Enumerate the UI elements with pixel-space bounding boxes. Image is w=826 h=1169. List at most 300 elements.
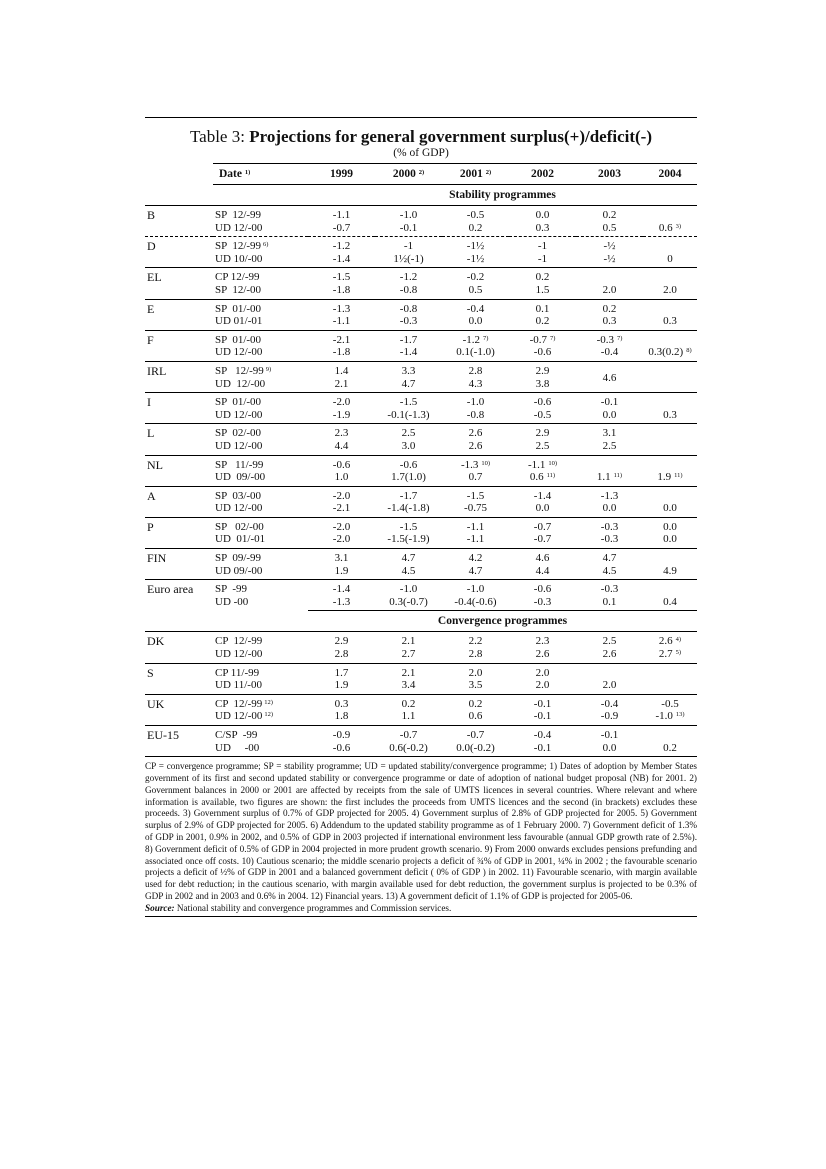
country-cell: D xyxy=(145,237,213,268)
value-cell: -2.0 xyxy=(308,517,375,533)
value-cell: -0.6 xyxy=(332,741,351,754)
value-cell: -1.2 xyxy=(375,268,442,284)
table-row xyxy=(145,471,697,486)
value-cell: -1.5 xyxy=(308,268,375,284)
table-row xyxy=(145,440,697,455)
table-container xyxy=(145,117,697,917)
value-cell xyxy=(643,424,697,440)
footnote-ref: 3) xyxy=(675,222,682,230)
projections-table xyxy=(145,163,697,756)
value-cell xyxy=(643,206,697,222)
country-cell: L xyxy=(145,424,213,455)
value-cell: 2.0 xyxy=(535,679,550,692)
value-cell: -0.4 xyxy=(576,694,643,710)
footnote-ref: 7) xyxy=(483,334,489,342)
value-cell: 0.0 xyxy=(509,206,576,222)
value-cell: -0.9 xyxy=(308,726,375,742)
value-cell: -1.1 xyxy=(442,517,509,533)
date-header: Date $^{1)}$ xyxy=(213,164,308,185)
programme-date-cell: UD 09/-00 xyxy=(215,564,263,577)
value-cell: 0.0 xyxy=(643,517,697,533)
table-row xyxy=(145,596,697,611)
value-cell: 4.3 xyxy=(468,377,483,390)
footnote-ref: 7) xyxy=(617,334,623,342)
country-cell: DK xyxy=(145,632,213,663)
source-label: Source: xyxy=(145,902,175,913)
value-cell: 2.6 xyxy=(442,424,509,440)
value-cell: -2.1 xyxy=(332,502,351,515)
value-cell: -0.1(-1.3) xyxy=(387,408,430,421)
year-header: 2003 xyxy=(576,164,643,185)
section-header-row xyxy=(145,611,697,632)
value-cell: -0.7 xyxy=(533,533,552,546)
footnote-ref: 10) xyxy=(481,459,491,467)
value-cell: -0.6 xyxy=(375,455,442,471)
country-cell: NL xyxy=(145,455,213,486)
value-cell: 0.0(-0.2) xyxy=(456,741,495,754)
value-cell: -0.7 xyxy=(375,726,442,742)
country-cell: EU-15 xyxy=(145,726,213,757)
table-row xyxy=(145,517,697,533)
value-cell: -0.7 $^{7)}$ xyxy=(509,330,576,346)
value-cell: -0.4 xyxy=(600,346,619,359)
country-cell: IRL xyxy=(145,361,213,392)
value-cell xyxy=(643,361,697,377)
value-cell: -1.8 xyxy=(332,346,351,359)
value-cell: 0.2 xyxy=(442,694,509,710)
value-cell: -1.2 $^{7)}$ xyxy=(442,330,509,346)
table-body xyxy=(145,185,697,757)
table-row xyxy=(145,361,697,377)
programme-date-cell: UD 12/-00 xyxy=(215,502,263,515)
footnote-ref: 11) xyxy=(613,472,623,480)
table-row xyxy=(145,237,697,253)
programme-date-cell: CP 12/-99 xyxy=(213,268,308,284)
value-cell xyxy=(643,486,697,502)
value-cell: -0.5 xyxy=(643,694,697,710)
value-cell: 0.3 xyxy=(535,221,550,234)
programme-date-cell: UD 12/-00 xyxy=(215,221,263,234)
value-cell: 2.0 xyxy=(602,679,617,692)
value-cell: 2.5 xyxy=(576,632,643,648)
value-cell: 3.5 xyxy=(468,679,483,692)
value-cell: -0.3 xyxy=(576,580,643,596)
value-cell: 3.4 xyxy=(401,679,416,692)
value-cell: 2.2 xyxy=(442,632,509,648)
table-row xyxy=(145,455,697,471)
value-cell: -0.4(-0.6) xyxy=(454,595,497,608)
value-cell xyxy=(643,237,697,253)
value-cell xyxy=(643,549,697,565)
country-cell: S xyxy=(145,663,213,694)
programme-date-cell: UD 12/-00 xyxy=(215,346,263,359)
value-cell: -0.1 xyxy=(576,726,643,742)
value-cell: 0.0 xyxy=(468,315,483,328)
value-cell: -1.5 xyxy=(442,486,509,502)
value-cell: 0.0 xyxy=(602,408,617,421)
programme-date-cell: UD -00 xyxy=(215,741,260,754)
country-cell: UK xyxy=(145,694,213,725)
value-cell: 0.7 xyxy=(468,471,483,484)
table-row xyxy=(145,409,697,424)
programme-date-cell: UD 09/-00 xyxy=(215,471,266,484)
value-cell: -1 xyxy=(509,237,576,253)
value-cell: -1.4 xyxy=(308,580,375,596)
value-cell: 0.2 xyxy=(468,221,483,234)
value-cell: -0.4 xyxy=(442,299,509,315)
value-cell: 2.8 xyxy=(442,361,509,377)
value-cell: -0.7 xyxy=(332,221,351,234)
value-cell: -0.6 xyxy=(509,580,576,596)
value-cell: -0.3 xyxy=(600,533,619,546)
value-cell: 0.6 $^{11)}$ xyxy=(529,471,556,484)
value-cell: -0.75 xyxy=(464,502,487,515)
section-title: Stability programmes xyxy=(449,188,556,201)
value-cell: -0.3 xyxy=(533,595,552,608)
programme-date-cell: UD 01/-01 xyxy=(215,315,263,328)
value-cell: -1.1 xyxy=(466,533,485,546)
value-cell: 1.9 xyxy=(334,564,349,577)
value-cell: 0.3 xyxy=(602,315,617,328)
value-cell: -1.3 xyxy=(332,595,351,608)
country-cell: E xyxy=(145,299,213,330)
value-cell: 4.5 xyxy=(602,564,617,577)
value-cell: 0.3(0.2) $^{8)}$ xyxy=(648,346,692,359)
value-cell xyxy=(643,330,697,346)
value-cell: 0.4 xyxy=(663,595,677,608)
value-cell: -1.0 xyxy=(375,206,442,222)
value-cell: 1.9 $^{11)}$ xyxy=(657,471,683,484)
programme-date-cell: SP 12/-99 xyxy=(213,206,308,222)
value-cell: -0.8 xyxy=(399,283,418,296)
value-cell: 0.2 xyxy=(663,741,677,754)
value-cell: -1.1 xyxy=(332,315,351,328)
value-cell: -2.0 xyxy=(308,486,375,502)
value-cell: 4.2 xyxy=(442,549,509,565)
value-cell: 0.5 xyxy=(602,221,617,234)
programme-date-cell: UD 10/-00 xyxy=(215,252,263,265)
value-cell: 4.7 xyxy=(468,564,483,577)
value-cell: -1.0 xyxy=(375,580,442,596)
value-cell: -1.7 xyxy=(375,330,442,346)
programme-date-cell: SP 02/-00 xyxy=(213,424,308,440)
bottom-rule xyxy=(145,916,697,917)
programme-date-cell: SP 12/-99 $^{9)}$ xyxy=(213,361,308,377)
value-cell: 2.8 xyxy=(334,648,349,661)
value-cell: -1.1 xyxy=(308,206,375,222)
country-cell: B xyxy=(145,206,213,237)
table-row xyxy=(145,502,697,517)
value-cell: 0.5 xyxy=(468,283,483,296)
programme-date-cell: SP -99 xyxy=(213,580,308,596)
value-cell: -1.9 xyxy=(332,408,351,421)
table-row xyxy=(145,222,697,237)
footnote-ref: 8) xyxy=(686,347,692,355)
programme-date-cell: UD 12/-00 xyxy=(215,439,263,452)
value-cell: -0.3 xyxy=(399,315,418,328)
programme-date-cell: SP 11/-99 xyxy=(213,455,308,471)
value-cell: 0.6(-0.2) xyxy=(389,741,428,754)
value-cell: 1.0 xyxy=(334,471,349,484)
value-cell xyxy=(643,679,697,694)
value-cell: 2.1 xyxy=(375,632,442,648)
value-cell: -1.3 xyxy=(576,486,643,502)
value-cell: -0.6 xyxy=(509,393,576,409)
programme-date-cell: SP 09/-99 xyxy=(213,549,308,565)
value-cell: 3.8 xyxy=(535,377,550,390)
value-cell: -0.3 xyxy=(576,517,643,533)
footnote-ref: 9) xyxy=(265,365,272,373)
value-cell xyxy=(576,455,643,471)
value-cell: 0.2 xyxy=(576,299,643,315)
value-cell: 0.2 xyxy=(375,694,442,710)
programme-date-cell: UD -00 xyxy=(215,595,249,608)
value-cell: -1.1 $^{10)}$ xyxy=(509,455,576,471)
footnote-ref: 10) xyxy=(548,459,558,467)
value-cell: -0.1 xyxy=(576,393,643,409)
table-row xyxy=(145,694,697,710)
value-cell: 3.3 xyxy=(375,361,442,377)
value-cell xyxy=(643,378,697,393)
value-cell xyxy=(576,268,643,284)
value-cell: -1.0 xyxy=(442,580,509,596)
value-cell: 2.1 xyxy=(334,377,349,390)
country-cell: A xyxy=(145,486,213,517)
source-text: National stability and convergence programmes and Commission services. xyxy=(174,902,452,913)
value-cell: 3.0 xyxy=(401,439,416,452)
value-cell xyxy=(643,580,697,596)
value-cell: -0.8 xyxy=(375,299,442,315)
table-row xyxy=(145,268,697,284)
top-rule xyxy=(145,117,697,118)
header-row xyxy=(145,164,697,185)
value-cell: -0.9 xyxy=(600,710,619,723)
footnote-text: CP = convergence programme; SP = stability programme; UD = updated stability/convergence programme; 1) Dates of adoption by Member States government of its first and second updated stability or convergence programme or date of adoption of national budget proposal (NB) for 2001. 2) Government balances in 2000 or 2001 are affected by receipts from the sale of UMTS licences in several countries. Where relevant and where information is available, two figures are shown: the first includes the proceeds from UMTS licences and the second (in brackets) excludes these proceeds. 3) Government surplus of 0.7% of GDP projected for 2005. 4) Government surplus of 2.8% of GDP projected for 2005. 5) Government surplus of 2.9% of GDP projected for 2005. 6) Addendum to the updated stability programme as of 1 February 2000. 7) Government deficit of 1.3% of GDP in 2001, 0.9% in 2002, and 0.5% of GDP in 2003 projected if international environment less favourable (annual GDP growth rate of 2.5%). 8) Government deficit of 0.5% of GDP in 2004 projected in more prudent growth scenario. 9) From 2000 onwards excludes pensions prefunding and associated once off costs. 10) Cautious scenario; the middle scenario projects a deficit of ¾% of GDP in 2001, ¼% in 2002 ; the favourable scenario projects a deficit of ½% of GDP in 2001 and a balanced government deficit ( 0% of GDP ) in 2002. 11) Favourable scenario, with margin available used for debt reduction; in the cautious scenario, with margin available used for debt reduction, the government surplus is projected to be 0.3% of GDP in 2002 and in 2003 and 0.6% in 2004. 12) Financial years. 13) A government deficit of 1.1% of GDP is projected for 2005-06. xyxy=(145,761,697,901)
value-cell: -0.1 xyxy=(533,741,552,754)
value-cell: -1.5(-1.9) xyxy=(387,533,430,546)
value-cell: -1½ xyxy=(466,252,485,265)
programme-date-cell: SP 01/-00 xyxy=(213,330,308,346)
value-cell: -0.3 $^{7)}$ xyxy=(576,330,643,346)
programme-date-cell: UD 11/-00 xyxy=(215,679,262,692)
table-row xyxy=(145,253,697,268)
footnote-ref: 11) xyxy=(674,472,683,480)
value-cell: -0.1 xyxy=(509,694,576,710)
programme-date-cell: UD 12/-00 xyxy=(215,377,266,390)
year-header: 2000 $^{2)}$ xyxy=(375,164,442,185)
value-cell: 0.1(-1.0) xyxy=(456,346,495,359)
value-cell: 2.3 xyxy=(308,424,375,440)
value-cell: 0.0 xyxy=(602,741,617,754)
table-row xyxy=(145,299,697,315)
value-cell: 1.4 xyxy=(308,361,375,377)
table-row xyxy=(145,710,697,725)
value-cell: -1.4 xyxy=(332,252,351,265)
table-row xyxy=(145,549,697,565)
value-cell: 4.9 xyxy=(663,564,677,577)
footnote-ref: 11) xyxy=(546,472,556,480)
value-cell: 2.6 xyxy=(602,648,617,661)
value-cell: -0.5 xyxy=(442,206,509,222)
value-cell: 2.3 xyxy=(509,632,576,648)
value-cell: -1 xyxy=(375,237,442,253)
value-cell: 2.6 $^{4)}$ xyxy=(643,632,697,648)
value-cell: 0.1 xyxy=(509,299,576,315)
value-cell: -1.3 $^{10)}$ xyxy=(442,455,509,471)
section-title: Convergence programmes xyxy=(308,611,697,632)
value-cell: 1.7(1.0) xyxy=(391,471,426,484)
value-cell: 0.2 xyxy=(535,315,550,328)
value-cell xyxy=(643,393,697,409)
value-cell: 1½(-1) xyxy=(393,252,424,265)
value-cell: 0 xyxy=(667,252,673,265)
value-cell: 2.6 xyxy=(468,439,483,452)
table-row xyxy=(145,424,697,440)
table-row xyxy=(145,486,697,502)
country-cell: EL xyxy=(145,268,213,299)
programme-date-cell: SP 01/-00 xyxy=(213,393,308,409)
section-header-row xyxy=(145,185,697,206)
value-cell: 2.9 xyxy=(509,424,576,440)
value-cell: -0.7 xyxy=(509,517,576,533)
value-cell: -0.5 xyxy=(533,408,552,421)
programme-date-cell: SP 12/-99 $^{6)}$ xyxy=(213,237,308,253)
table-row xyxy=(145,726,697,742)
value-cell: -0.7 xyxy=(442,726,509,742)
programme-date-cell: C/SP -99 xyxy=(213,726,308,742)
value-cell: -0.4 xyxy=(509,726,576,742)
country-cell: FIN xyxy=(145,549,213,580)
value-cell: 4.7 xyxy=(576,549,643,565)
value-cell xyxy=(643,268,697,284)
value-cell: 4.7 xyxy=(375,549,442,565)
table-row xyxy=(145,632,697,648)
value-cell: -0.6 xyxy=(533,346,552,359)
value-cell: -0.1 xyxy=(399,221,418,234)
value-cell: 1.1 xyxy=(401,710,416,723)
value-cell: 4.4 xyxy=(334,439,349,452)
country-cell: Euro area xyxy=(145,580,213,611)
value-cell xyxy=(643,663,697,679)
programme-date-cell: CP 11/-99 xyxy=(213,663,308,679)
value-cell: 2.0 xyxy=(509,663,576,679)
footnote-ref: 6) xyxy=(263,241,269,249)
value-cell: 2.7 $^{5)}$ xyxy=(658,648,682,661)
footnote-ref: 12) xyxy=(264,698,273,706)
value-cell: 0.2 xyxy=(509,268,576,284)
table-row xyxy=(145,393,697,409)
value-cell: -1.8 xyxy=(332,283,351,296)
country-cell: F xyxy=(145,330,213,361)
table-row xyxy=(145,742,697,757)
programme-date-cell: UD 12/-00 $^{12)}$ xyxy=(215,710,274,723)
value-cell: -2.0 xyxy=(308,393,375,409)
year-header: 2002 xyxy=(509,164,576,185)
value-cell: 1.7 xyxy=(308,663,375,679)
value-cell: 0.1 xyxy=(602,595,617,608)
value-cell: 4.6 xyxy=(509,549,576,565)
value-cell: 4.7 xyxy=(401,377,416,390)
value-cell: 3.1 xyxy=(308,549,375,565)
table-row xyxy=(145,580,697,596)
table-subtitle: (% of GDP) xyxy=(393,147,449,159)
value-cell: 4.5 xyxy=(401,564,416,577)
value-cell: 2.7 xyxy=(401,648,416,661)
value-cell: 0.0 xyxy=(663,502,677,515)
table-row xyxy=(145,565,697,580)
programme-date-cell: SP 12/-00 xyxy=(215,283,262,296)
value-cell: -1.4 xyxy=(399,346,418,359)
value-cell: -1½ xyxy=(442,237,509,253)
value-cell: -1.0 $^{13)}$ xyxy=(655,710,685,723)
footnote-ref: 12) xyxy=(264,711,274,719)
value-cell: 2.9 xyxy=(308,632,375,648)
table-row xyxy=(145,679,697,694)
value-cell: 2.0 xyxy=(663,283,677,296)
value-cell: 2.0 xyxy=(602,283,617,296)
year-header: 2001 $^{2)}$ xyxy=(442,164,509,185)
value-cell: 3.1 xyxy=(576,424,643,440)
programme-date-cell: SP 02/-00 xyxy=(213,517,308,533)
value-cell: -1.2 xyxy=(308,237,375,253)
value-cell: 0.3 xyxy=(663,315,677,328)
value-cell: 0.0 xyxy=(602,502,617,515)
value-cell: -½ xyxy=(603,252,616,265)
value-cell xyxy=(643,726,697,742)
value-cell: 1.5 xyxy=(535,283,550,296)
table-row xyxy=(145,284,697,299)
value-cell: 1.9 xyxy=(334,679,349,692)
value-cell: 4.6 xyxy=(576,361,643,392)
value-cell: -2.1 xyxy=(308,330,375,346)
value-cell: -½ xyxy=(576,237,643,253)
table-row xyxy=(145,648,697,663)
table-row xyxy=(145,330,697,346)
country-cell: I xyxy=(145,393,213,424)
table-row xyxy=(145,663,697,679)
value-cell: 0.6 $^{3)}$ xyxy=(658,221,682,234)
value-cell: -1.4(-1.8) xyxy=(387,502,430,515)
value-cell: 0.3(-0.7) xyxy=(389,595,428,608)
programme-date-cell: SP 03/-00 xyxy=(213,486,308,502)
value-cell: -1.5 xyxy=(375,393,442,409)
value-cell: -0.6 xyxy=(308,455,375,471)
value-cell: -1.3 xyxy=(308,299,375,315)
programme-date-cell: CP 12/-99 xyxy=(213,632,308,648)
table-row xyxy=(145,315,697,330)
programme-date-cell: UD 12/-00 xyxy=(215,408,263,421)
value-cell: 2.5 xyxy=(535,439,550,452)
value-cell xyxy=(576,663,643,679)
footnote xyxy=(145,757,697,914)
value-cell: -1.4 xyxy=(509,486,576,502)
value-cell xyxy=(643,440,697,455)
value-cell: 2.8 xyxy=(468,648,483,661)
value-cell: 0.3 xyxy=(663,408,677,421)
value-cell: -1 xyxy=(537,252,548,265)
value-cell: 4.4 xyxy=(535,564,550,577)
value-cell: 0.6 xyxy=(468,710,483,723)
value-cell: 2.5 xyxy=(375,424,442,440)
year-header: 2004 xyxy=(643,164,697,185)
year-header: 1999 xyxy=(308,164,375,185)
footnote-ref: 13) xyxy=(675,711,685,719)
value-cell: -0.8 xyxy=(466,408,485,421)
footnote-ref: 5) xyxy=(675,649,682,657)
table-row xyxy=(145,346,697,361)
table-row xyxy=(145,206,697,222)
value-cell: -1.0 xyxy=(442,393,509,409)
